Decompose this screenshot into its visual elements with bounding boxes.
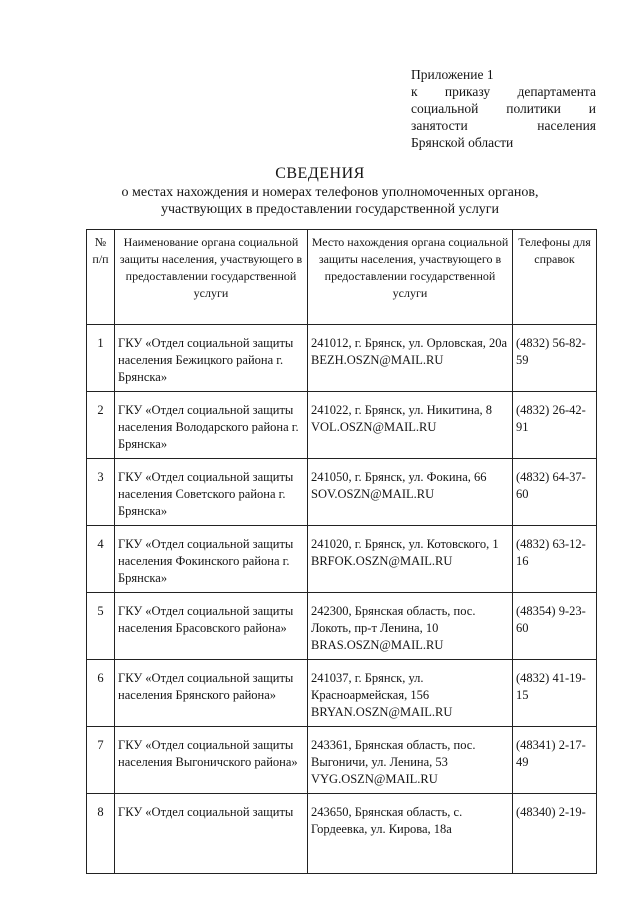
office-address: 242300, Брянская область, пос. Локоть, пр-т Ленина, 10	[311, 604, 476, 635]
office-name: ГКУ «Отдел социальной защиты населения Володарского района г. Брянска»	[115, 392, 308, 459]
office-address: 243650, Брянская область, с. Гордеевка, ул. Кирова, 18а	[311, 805, 463, 836]
appendix-line-3: социальной политики и	[411, 101, 596, 116]
subtitle-line-1: о местах нахождения и номерах телефонов уполномоченных органов,	[121, 185, 539, 200]
office-address: 241050, г. Брянск, ул. Фокина, 66	[311, 470, 487, 484]
header-name: Наименование органа социальной защиты населения, участвующего в предоставлении государственной услуги	[115, 230, 308, 325]
row-number: 2	[87, 392, 115, 459]
appendix-line-1: Приложение 1	[411, 67, 494, 82]
table-row	[87, 325, 597, 392]
office-name: ГКУ «Отдел социальной защиты населения Советского района г. Брянска»	[115, 459, 308, 526]
office-name: ГКУ «Отдел социальной защиты населения Выгоничского района»	[115, 727, 308, 794]
office-location	[308, 794, 513, 874]
office-email: BRYAN.OSZN@MAIL.RU	[311, 705, 453, 719]
office-location	[308, 593, 513, 660]
table-row	[87, 593, 597, 660]
office-phone: (4832) 64-37-60	[513, 459, 597, 526]
appendix-line-5: Брянской области	[411, 135, 514, 150]
appendix-line-4: занятости населения	[411, 118, 596, 133]
row-number: 6	[87, 660, 115, 727]
row-number: 1	[87, 325, 115, 392]
header-address: Место нахождения органа социальной защиты населения, участвующего в предоставлении государственной услуги	[308, 230, 513, 325]
office-phone: (4832) 63-12-16	[513, 526, 597, 593]
appendix-block	[411, 66, 596, 151]
table-row	[87, 459, 597, 526]
row-number: 7	[87, 727, 115, 794]
appendix-line-2: к приказу департамента	[411, 84, 596, 99]
office-address: 241012, г. Брянск, ул. Орловская, 20а	[311, 336, 508, 350]
office-address: 241020, г. Брянск, ул. Котовского, 1	[311, 537, 499, 551]
office-email: BRAS.OSZN@MAIL.RU	[311, 638, 444, 652]
row-number: 3	[87, 459, 115, 526]
office-phone: (4832) 26-42-91	[513, 392, 597, 459]
office-email: VYG.OSZN@MAIL.RU	[311, 772, 438, 786]
table-row	[87, 794, 597, 874]
office-phone: (48340) 2-19-	[513, 794, 597, 874]
office-address: 243361, Брянская область, пос. Выгоничи, ул. Ленина, 53	[311, 738, 476, 769]
subtitle-line-2: участвующих в предоставлении государственной услуги	[160, 202, 500, 217]
table-header-row	[87, 230, 597, 325]
office-location	[308, 392, 513, 459]
office-name: ГКУ «Отдел социальной защиты населения Брянского района»	[115, 660, 308, 727]
office-name: ГКУ «Отдел социальной защиты населения Фокинского района г. Брянска»	[115, 526, 308, 593]
office-name: ГКУ «Отдел социальной защиты	[115, 794, 308, 874]
row-number: 8	[87, 794, 115, 874]
header-number: № п/п	[87, 230, 115, 325]
offices-table	[86, 229, 597, 874]
office-phone: (4832) 56-82-59	[513, 325, 597, 392]
table-row	[87, 660, 597, 727]
office-email: BEZH.OSZN@MAIL.RU	[311, 353, 444, 367]
row-number: 4	[87, 526, 115, 593]
office-name: ГКУ «Отдел социальной защиты населения Брасовского района»	[115, 593, 308, 660]
table-row	[87, 526, 597, 593]
office-address: 241022, г. Брянск, ул. Никитина, 8	[311, 403, 493, 417]
office-location	[308, 325, 513, 392]
office-email: VOL.OSZN@MAIL.RU	[311, 420, 437, 434]
row-number: 5	[87, 593, 115, 660]
office-email: SOV.OSZN@MAIL.RU	[311, 487, 435, 501]
office-phone: (48341) 2-17-49	[513, 727, 597, 794]
office-location	[308, 660, 513, 727]
office-phone: (48354) 9-23-60	[513, 593, 597, 660]
table-row	[87, 727, 597, 794]
office-name: ГКУ «Отдел социальной защиты населения Бежицкого района г. Брянска»	[115, 325, 308, 392]
table-row	[87, 392, 597, 459]
document-subtitle	[90, 184, 570, 218]
office-address: 241037, г. Брянск, ул. Красноармейская, 156	[311, 671, 430, 702]
header-phone: Телефоны для справок	[513, 230, 597, 325]
office-location	[308, 459, 513, 526]
office-email: BRFOK.OSZN@MAIL.RU	[311, 554, 453, 568]
document-title: СВЕДЕНИЯ	[275, 165, 365, 182]
office-location	[308, 526, 513, 593]
office-location	[308, 727, 513, 794]
office-phone: (4832) 41-19-15	[513, 660, 597, 727]
